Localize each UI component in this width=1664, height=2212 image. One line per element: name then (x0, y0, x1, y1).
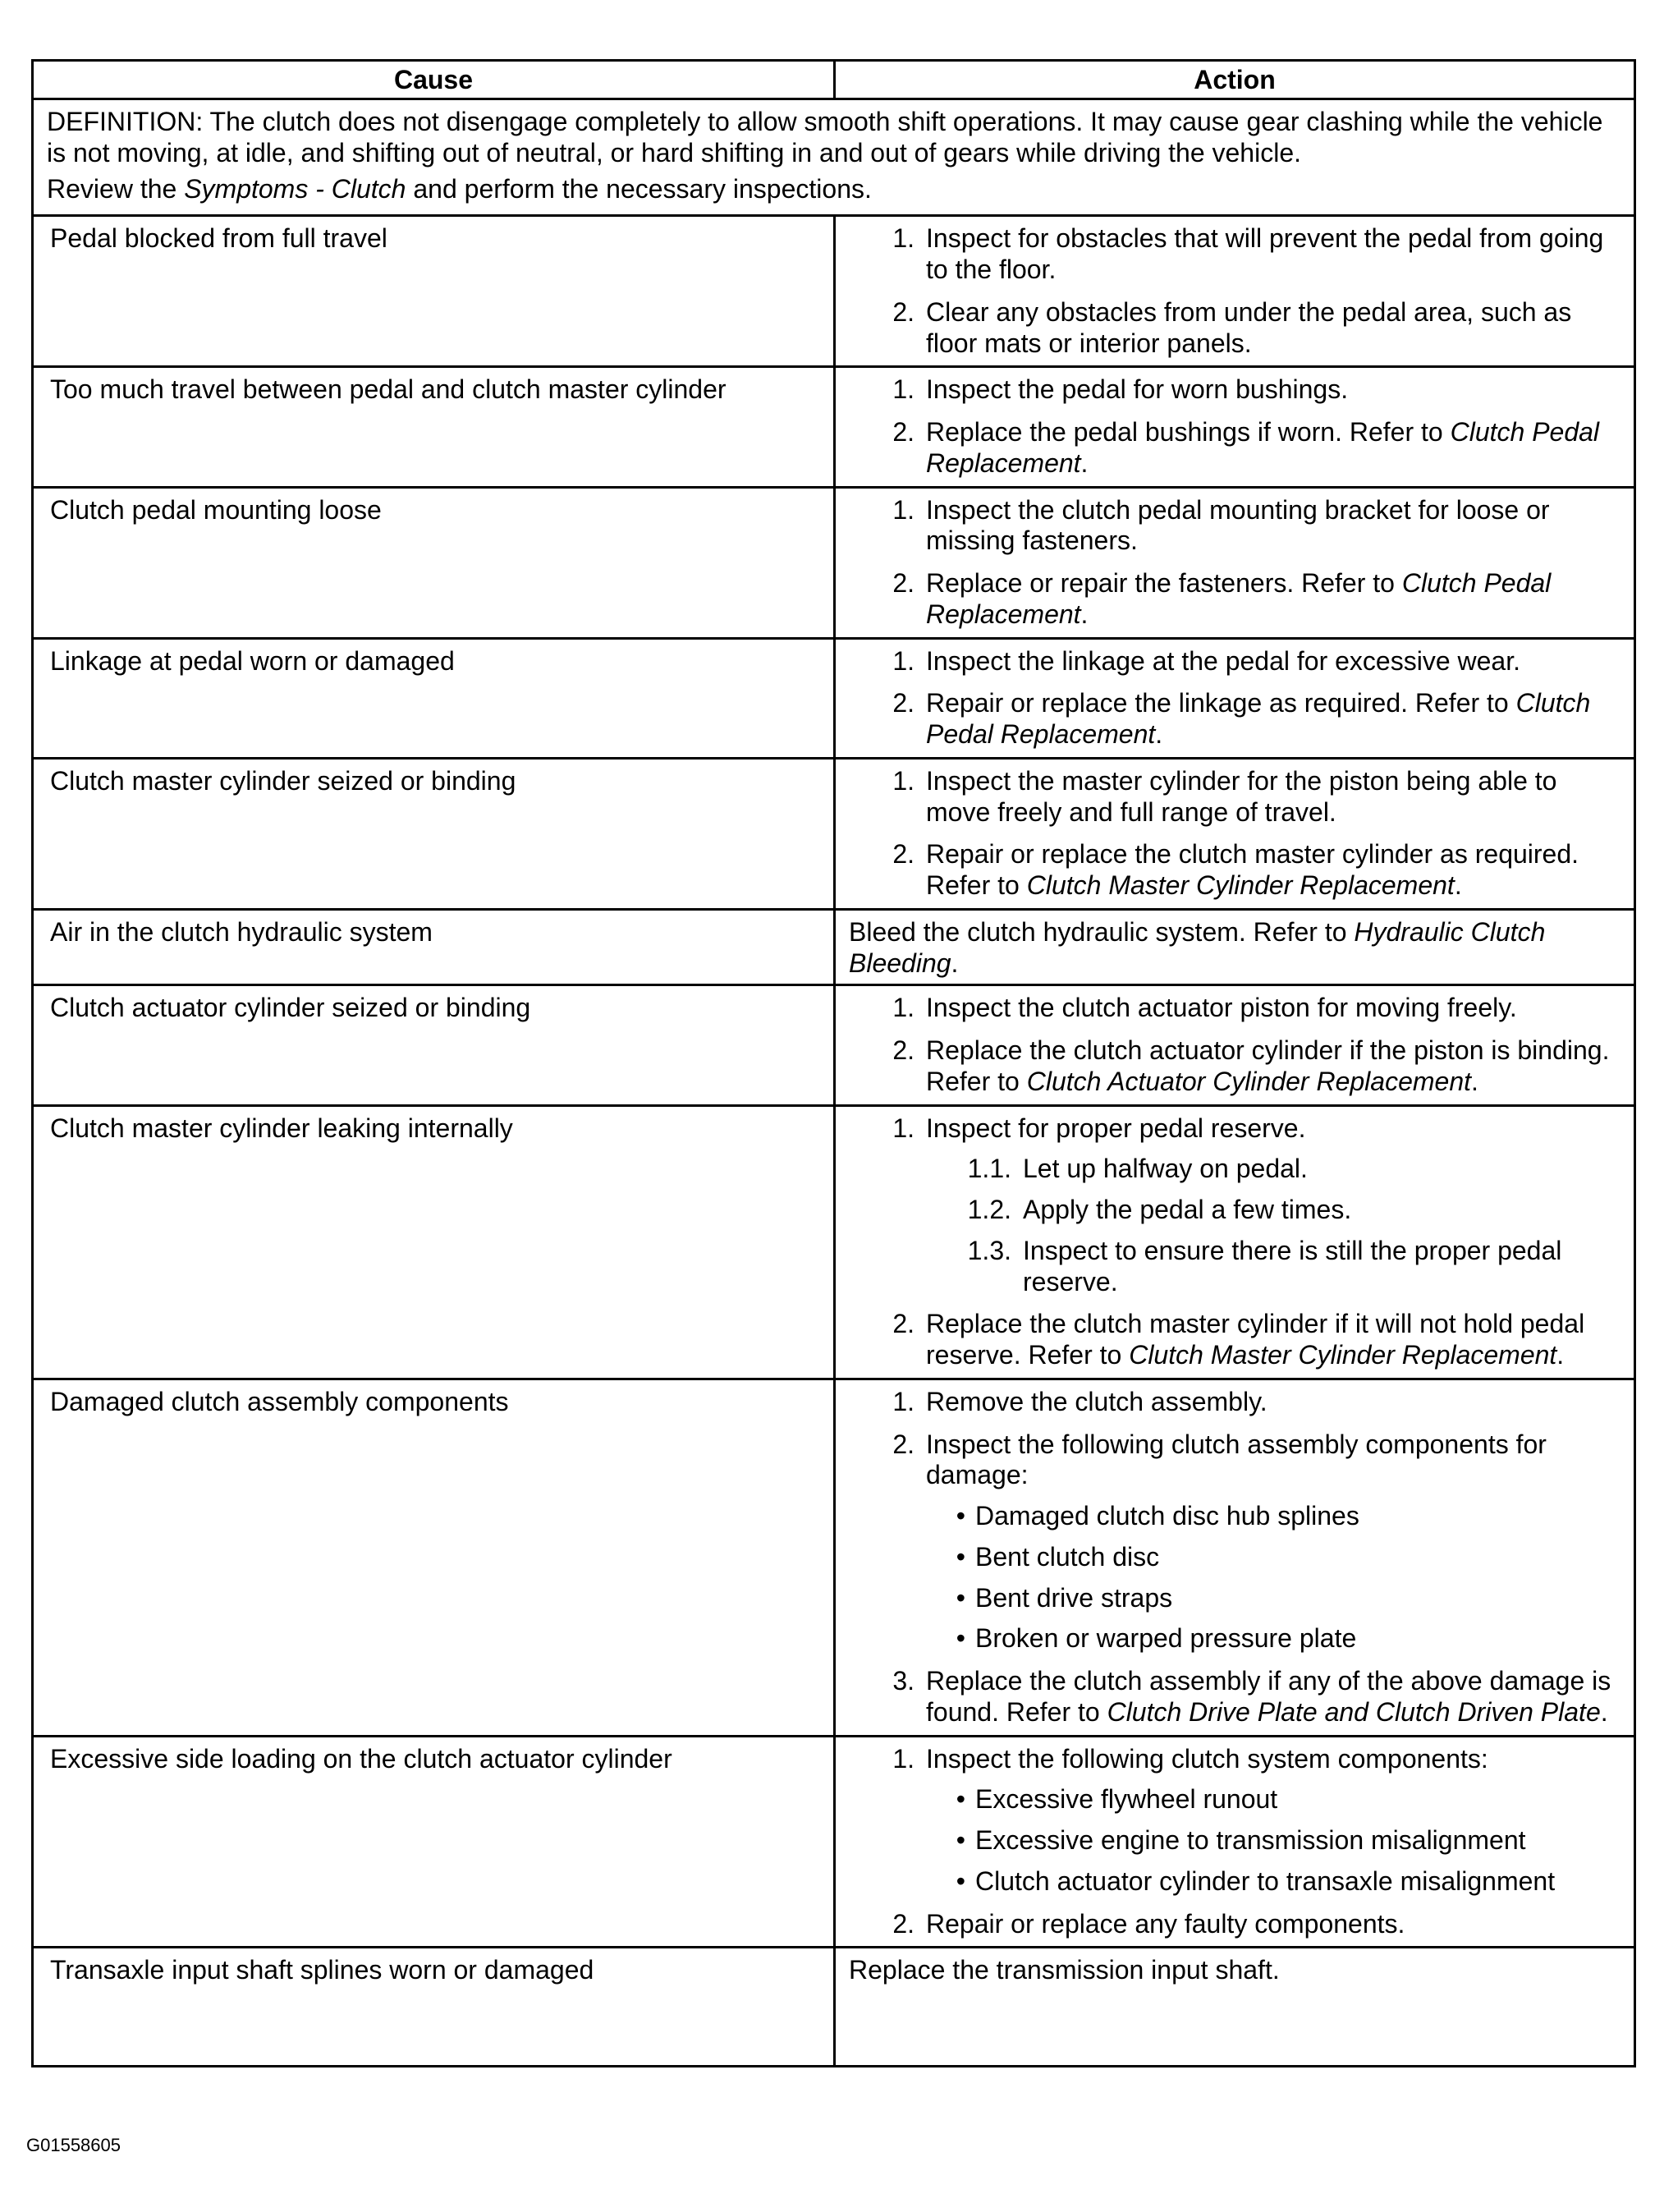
step-line (926, 1387, 1627, 1418)
step-number: 1. (892, 1386, 915, 1416)
step-body (926, 1666, 1627, 1728)
bullet-item (926, 1866, 1627, 1898)
step-text: Replace the pedal bushings if worn. Refer to (926, 417, 1451, 447)
step-text: Replace the transmission input shaft. (849, 1955, 1280, 1985)
bullet-text: Bent clutch disc (975, 1541, 1160, 1572)
step-line (926, 839, 1627, 902)
step-number: 2. (892, 568, 915, 598)
step-number: 2. (892, 417, 915, 447)
step-number: 3. (892, 1666, 915, 1696)
symptoms-clutch-reference: Symptoms - Clutch (184, 173, 406, 204)
step-body (926, 839, 1627, 902)
reference-link: Clutch Pedal Replacement (926, 688, 1591, 749)
step-text-end: . (1080, 447, 1089, 478)
sub-step (860, 1236, 1627, 1298)
step-body (926, 1744, 1627, 1898)
review-prefix: Review the (47, 173, 185, 204)
step-text-end: . (951, 948, 959, 978)
step-number: 1. (892, 374, 915, 405)
bullet-item (926, 1583, 1627, 1614)
step-number: 2. (892, 1908, 915, 1939)
table-row (33, 1736, 1635, 1948)
reference-link: Clutch Pedal Replacement (926, 568, 1552, 629)
sub-step-text: Apply the pedal a few times. (1023, 1195, 1352, 1224)
action-step (849, 495, 1627, 558)
step-number: 2. (892, 1035, 915, 1065)
step-body (926, 646, 1627, 677)
step-line (926, 297, 1627, 360)
step-body (926, 568, 1627, 631)
step-text-end: . (1600, 1696, 1608, 1727)
cause-cell: Clutch pedal mounting loose (33, 487, 835, 638)
action-steps-list (849, 495, 1627, 631)
action-step (849, 297, 1627, 360)
table-row (33, 487, 1635, 638)
step-text-end: . (1471, 1066, 1478, 1096)
cause-cell: Transaxle input shaft splines worn or damaged (33, 1948, 835, 2067)
definition-text: DEFINITION: The clutch does not disengage completely to allow smooth shift operations. It may cause gear clashing while the vehicle is not moving, at idle, and shifting out of neutral, or hard shifting in and out of gears while driving the vehicle. (47, 107, 1603, 168)
cause-cell: Linkage at pedal worn or damaged (33, 638, 835, 758)
bullet-icon: • (956, 1825, 965, 1855)
cause-column-header: Cause (33, 61, 835, 99)
bullet-text: Excessive flywheel runout (975, 1784, 1278, 1815)
step-body (926, 1387, 1627, 1418)
step-number: 1. (892, 494, 915, 525)
step-body (926, 297, 1627, 360)
definition-row (33, 99, 1635, 216)
step-text: Inspect the pedal for worn bushings. (926, 374, 1349, 405)
step-text: Inspect the linkage at the pedal for excessive wear. (926, 645, 1520, 676)
table-row (33, 758, 1635, 909)
action-steps-list (849, 223, 1627, 359)
action-text (849, 917, 1627, 980)
action-cell (835, 1105, 1635, 1379)
step-text: Inspect the clutch pedal mounting bracket for loose or missing fasteners. (926, 494, 1550, 556)
table-row (33, 367, 1635, 487)
step-line (926, 1909, 1627, 1940)
action-step (849, 417, 1627, 480)
cause-cell: Clutch master cylinder seized or binding (33, 758, 835, 909)
sub-step-number: 1.1. (967, 1154, 1011, 1184)
step-text: Replace the clutch master cylinder if it will not hold pedal reserve. Refer to (926, 1309, 1585, 1370)
step-body (926, 993, 1627, 1024)
action-step (849, 1035, 1627, 1098)
bullet-icon: • (956, 1784, 965, 1815)
bullet-item (926, 1623, 1627, 1654)
step-line (926, 1113, 1627, 1145)
step-line (926, 495, 1627, 558)
action-step (849, 766, 1627, 828)
step-number: 1. (892, 993, 915, 1023)
step-line (926, 766, 1627, 828)
action-step (849, 1309, 1627, 1371)
review-line (47, 174, 1624, 205)
step-line (926, 646, 1627, 677)
bullet-text: Bent drive straps (975, 1582, 1173, 1613)
step-number: 2. (892, 296, 915, 327)
cause-cell: Too much travel between pedal and clutch master cylinder (33, 367, 835, 487)
step-line (926, 568, 1627, 631)
cause-cell: Air in the clutch hydraulic system (33, 909, 835, 985)
action-step (849, 993, 1627, 1024)
step-text: Bleed the clutch hydraulic system. Refer to (849, 916, 1355, 947)
step-number: 1. (892, 765, 915, 796)
step-text: Inspect the following clutch assembly components for damage: (926, 1429, 1547, 1490)
step-number: 2. (892, 1309, 915, 1339)
bullet-icon: • (956, 1541, 965, 1572)
bullet-icon: • (956, 1866, 965, 1896)
step-line (926, 374, 1627, 406)
bullet-icon: • (956, 1501, 965, 1531)
sub-step (860, 1154, 1627, 1185)
reference-link: Clutch Drive Plate and Clutch Driven Plate (1107, 1696, 1601, 1727)
step-text: Repair or replace any faulty components. (926, 1908, 1405, 1939)
table-row (33, 1948, 1635, 2067)
step-body (926, 1035, 1627, 1098)
action-cell (835, 216, 1635, 367)
step-number: 2. (892, 839, 915, 870)
reference-link: Clutch Master Cylinder Replacement (1026, 870, 1455, 900)
step-text: Replace the clutch assembly if any of the above damage is found. Refer to (926, 1666, 1611, 1727)
reference-link: Clutch Actuator Cylinder Replacement (1026, 1066, 1471, 1096)
step-body (926, 223, 1627, 286)
action-cell (835, 367, 1635, 487)
table-header-row (33, 61, 1635, 99)
table-row (33, 638, 1635, 758)
step-body (926, 1909, 1627, 1940)
action-cell (835, 638, 1635, 758)
step-number: 2. (892, 1429, 915, 1459)
sub-step-number: 1.3. (967, 1235, 1011, 1265)
bullet-item (926, 1501, 1627, 1532)
step-line (926, 417, 1627, 480)
action-cell (835, 487, 1635, 638)
action-text (849, 1955, 1627, 1986)
review-suffix: and perform the necessary inspections. (406, 173, 872, 204)
step-text: Replace the clutch actuator cylinder if the piston is binding. Refer to (926, 1035, 1610, 1096)
step-number: 2. (892, 688, 915, 718)
bullet-text: Damaged clutch disc hub splines (975, 1501, 1359, 1531)
action-steps-list (849, 766, 1627, 902)
step-text-end: . (1080, 599, 1089, 629)
step-line (926, 688, 1627, 750)
action-step (849, 568, 1627, 631)
step-text: Inspect the master cylinder for the piston being able to move freely and full range of travel. (926, 765, 1557, 827)
step-text: Clear any obstacles from under the pedal area, such as floor mats or interior panels. (926, 296, 1572, 358)
reference-link: Clutch Pedal Replacement (926, 417, 1600, 478)
action-cell (835, 1736, 1635, 1948)
step-number: 1. (892, 645, 915, 676)
step-text-end: . (1556, 1340, 1565, 1370)
reference-link: Clutch Master Cylinder Replacement (1129, 1340, 1557, 1370)
step-text: Replace or repair the fasteners. Refer to (926, 568, 1402, 598)
cause-cell: Clutch actuator cylinder seized or binding (33, 985, 835, 1105)
step-text: Inspect the following clutch system components: (926, 1743, 1488, 1774)
step-number: 1. (892, 1113, 915, 1143)
cause-cell: Pedal blocked from full travel (33, 216, 835, 367)
step-text: Remove the clutch assembly. (926, 1386, 1267, 1416)
action-step (849, 374, 1627, 406)
action-steps-list (849, 1113, 1627, 1371)
action-step (849, 1387, 1627, 1418)
step-text: Inspect for obstacles that will prevent the pedal from going to the floor. (926, 223, 1604, 284)
bullet-text: Broken or warped pressure plate (975, 1623, 1357, 1654)
bullet-item (926, 1542, 1627, 1573)
step-body (926, 495, 1627, 558)
bullet-text: Clutch actuator cylinder to transaxle misalignment (975, 1866, 1556, 1896)
step-line (926, 1430, 1627, 1492)
bullet-icon: • (956, 1623, 965, 1654)
step-text: Inspect for proper pedal reserve. (926, 1113, 1306, 1143)
step-number: 1. (892, 223, 915, 254)
step-line (926, 1666, 1627, 1728)
step-text: Repair or replace the linkage as required. Refer to (926, 688, 1516, 718)
table-row (33, 909, 1635, 985)
bullet-text: Excessive engine to transmission misalignment (975, 1825, 1526, 1855)
step-body (926, 1430, 1627, 1655)
cause-cell: Clutch master cylinder leaking internally (33, 1105, 835, 1379)
bullet-item (926, 1825, 1627, 1856)
step-line (926, 993, 1627, 1024)
table-row (33, 1105, 1635, 1379)
action-steps-list (849, 1744, 1627, 1940)
action-steps-list (849, 1387, 1627, 1728)
sub-step-number: 1.2. (967, 1195, 1011, 1224)
action-cell (835, 1948, 1635, 2067)
action-cell (835, 1379, 1635, 1736)
figure-code: G01558605 (26, 2135, 121, 2155)
action-step (849, 1430, 1627, 1655)
step-text: Inspect the clutch actuator piston for moving freely. (926, 993, 1517, 1023)
bullet-icon: • (956, 1582, 965, 1613)
step-body (926, 374, 1627, 406)
diagnostic-table (31, 59, 1636, 2067)
step-body (926, 688, 1627, 750)
step-line (926, 1309, 1627, 1371)
action-step (849, 1113, 1627, 1298)
step-text: Repair or replace the clutch master cylinder as required. Refer to (926, 839, 1579, 900)
action-cell (835, 758, 1635, 909)
step-line (926, 1035, 1627, 1098)
action-steps-list (849, 646, 1627, 750)
bullet-item (926, 1784, 1627, 1815)
step-line (926, 223, 1627, 286)
definition-cell (33, 99, 1635, 216)
step-body (926, 1309, 1627, 1371)
action-step (849, 223, 1627, 286)
action-step (849, 688, 1627, 750)
action-steps-list (849, 993, 1627, 1097)
step-body (926, 1113, 1627, 1298)
action-step (849, 1909, 1627, 1940)
step-line (926, 1744, 1627, 1775)
sub-step-text: Let up halfway on pedal. (1023, 1154, 1308, 1184)
table-row (33, 216, 1635, 367)
reference-link: Hydraulic Clutch Bleeding (849, 916, 1546, 978)
action-cell (835, 909, 1635, 985)
step-text-end: . (1454, 870, 1462, 900)
table-row (33, 1379, 1635, 1736)
cause-cell: Excessive side loading on the clutch actuator cylinder (33, 1736, 835, 1948)
sub-step (860, 1195, 1627, 1226)
sub-step-text: Inspect to ensure there is still the proper pedal reserve. (1023, 1235, 1562, 1296)
step-text-end: . (1155, 719, 1163, 749)
step-body (926, 417, 1627, 480)
cause-cell: Damaged clutch assembly components (33, 1379, 835, 1736)
action-column-header: Action (835, 61, 1635, 99)
action-step (849, 1744, 1627, 1898)
step-body (926, 766, 1627, 828)
action-step (849, 839, 1627, 902)
action-steps-list (849, 374, 1627, 479)
action-cell (835, 985, 1635, 1105)
step-number: 1. (892, 1743, 915, 1774)
table-row (33, 985, 1635, 1105)
action-step (849, 646, 1627, 677)
action-step (849, 1666, 1627, 1728)
